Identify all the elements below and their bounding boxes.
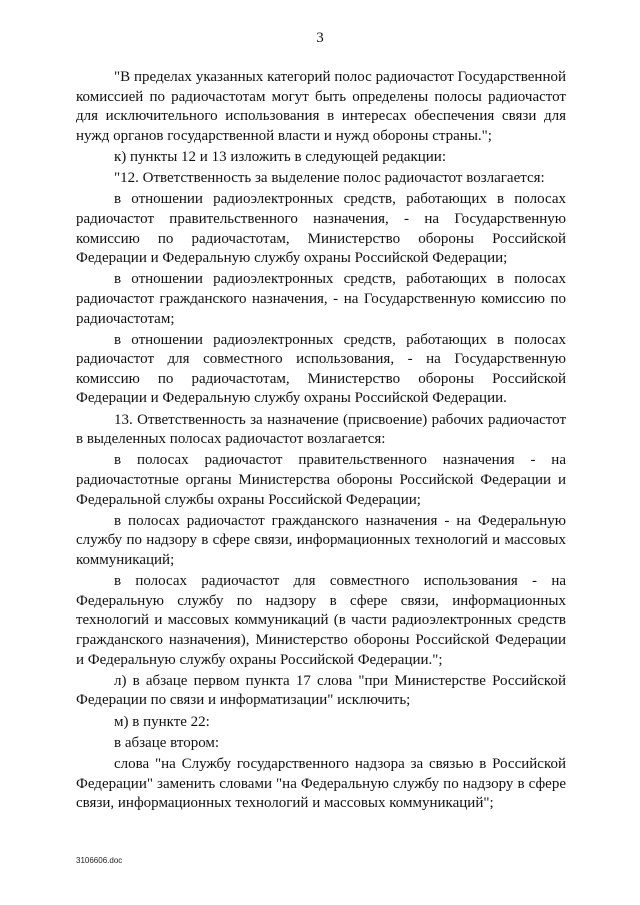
paragraph-14: слова "на Службу государственного надзора за связью в Российской Федерации" заменить словами "на Федеральную службу по надзору в сфере связи, информационных технологий и массовых коммуникаций"; bbox=[76, 755, 566, 812]
page-number: 3 bbox=[316, 30, 324, 46]
paragraph-10: в полосах радиочастот для совместного использования - на Федеральную службу по надзору в сфере связи, информационных технологий и массовых коммуникаций (в части радиоэлектронных средств гражданского назначения), Министерство обороны Российской Федерации и Федеральную службу охраны Российской Федерации."; bbox=[76, 573, 566, 668]
paragraph-11: л) в абзаце первом пункта 17 слова "при Министерстве Российской Федерации по связи и информатизации" исключить; bbox=[76, 672, 566, 709]
paragraph-3: "12. Ответственность за выделение полос радиочастот возлагается: bbox=[114, 170, 545, 187]
paragraph-4: в отношении радиоэлектронных средств, работающих в полосах радиочастот правительственного назначения, - на Государственную комиссию по радиочастотам, Министерство обороны Российской Федерации и Федеральную службу охраны Российской Федерации; bbox=[76, 191, 566, 267]
paragraph-6: в отношении радиоэлектронных средств, работающих в полосах радиочастот для совместного использования, - на Государственную комиссию по радиочастотам, Министерство обороны Российской Федерации и Федеральную службу охраны Российской Федерации. bbox=[76, 331, 566, 407]
paragraph-12: м) в пункте 22: bbox=[114, 713, 210, 730]
paragraph-5: в отношении радиоэлектронных средств, работающих в полосах радиочастот гражданского назначения, - на Государственную комиссию по радиочастотам; bbox=[76, 271, 566, 327]
paragraph-7: 13. Ответственность за назначение (присвоение) рабочих радиочастот в выделенных полосах радиочастот возлагается: bbox=[76, 411, 566, 448]
document-body bbox=[76, 68, 566, 815]
paragraph-2: к) пункты 12 и 13 изложить в следующей редакции: bbox=[114, 148, 446, 165]
paragraph-8: в полосах радиочастот правительственного назначения - на радиочастотные органы Министерства обороны Российской Федерации и Федеральной службы охраны Российской Федерации; bbox=[76, 452, 566, 508]
paragraph-9: в полосах радиочастот гражданского назначения - на Федеральную службу по надзору в сфере связи, информационных технологий и массовых коммуникаций; bbox=[76, 512, 566, 568]
footer-filename: 3106606.doc bbox=[76, 856, 123, 865]
paragraph-1: "В пределах указанных категорий полос радиочастот Государственной комиссией по радиочастотам могут быть определены полосы радиочастот для исключительного использования в интересах обеспечения связи для нужд органов государственной власти и нужд обороны страны."; bbox=[76, 69, 566, 144]
paragraph-13: в абзаце втором: bbox=[114, 734, 220, 751]
